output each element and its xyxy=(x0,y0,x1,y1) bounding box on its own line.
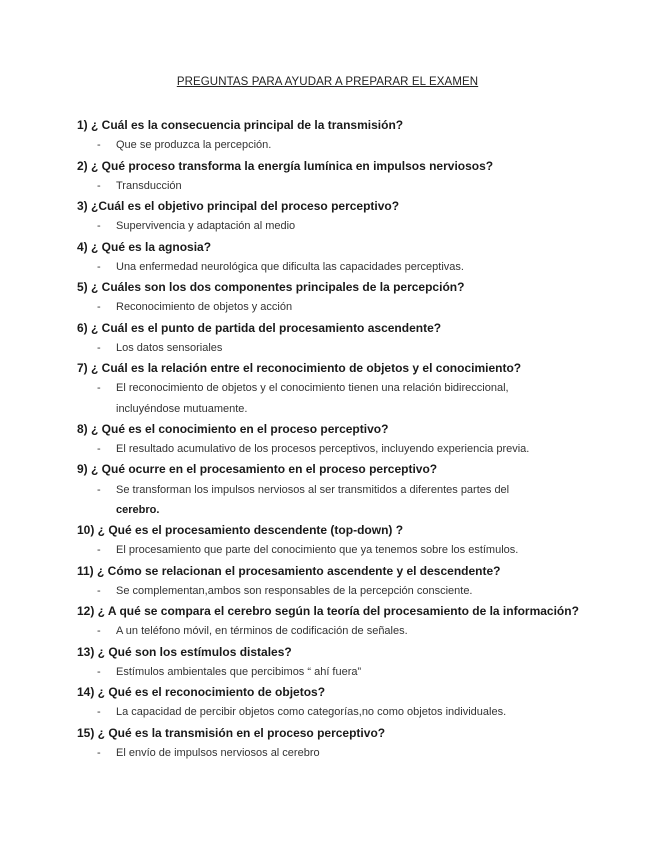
question-8: 8) ¿ Qué es el conocimiento en el proceso perceptivo? xyxy=(77,421,389,436)
answer-text: El procesamiento que parte del conocimiento que ya tenemos sobre los estímulos. xyxy=(116,544,519,557)
bullet-dash: - xyxy=(97,665,101,678)
question-11: 11) ¿ Cómo se relacionan el procesamiento ascendente y el descendente? xyxy=(77,563,501,578)
answer-continuation: incluyéndose mutuamente. xyxy=(116,402,248,415)
answer-14 xyxy=(77,702,597,722)
answer-text: Reconocimiento de objetos y acción xyxy=(116,301,293,314)
bullet-dash: - xyxy=(97,625,101,638)
answer-12 xyxy=(77,621,597,641)
question-6: 6) ¿ Cuál es el punto de partida del procesamiento ascendente? xyxy=(77,320,442,335)
answer-text: Una enfermedad neurológica que dificulta las capacidades perceptivas. xyxy=(116,260,464,273)
answer-13 xyxy=(77,662,597,682)
question-12: 12) ¿ A qué se compara el cerebro según la teoría del procesamiento de la información? xyxy=(77,604,579,618)
answer-3 xyxy=(77,216,597,236)
document-title: PREGUNTAS PARA AYUDAR A PREPARAR EL EXAMEN xyxy=(176,76,479,88)
bullet-dash: - xyxy=(97,584,101,597)
question-3: 3) ¿Cuál es el objetivo principal del proceso perceptivo? xyxy=(77,199,400,213)
answer-continuation: cerebro. xyxy=(116,503,160,516)
answer-text: La capacidad de percibir objetos como categorías,no como objetos individuales. xyxy=(116,706,507,719)
question-5: 5) ¿ Cuáles son los dos componentes principales de la percepción? xyxy=(77,280,465,294)
question-10: 10) ¿ Qué es el procesamiento descendente (top-down) ? xyxy=(77,523,404,537)
question-list xyxy=(77,115,597,763)
question-2: 2) ¿ Qué proceso transforma la energía lumínica en impulsos nerviosos? xyxy=(77,158,494,173)
answer-7 xyxy=(77,378,597,398)
bullet-dash: - xyxy=(97,260,101,273)
answer-11 xyxy=(77,581,597,601)
answer-2 xyxy=(77,176,597,196)
bullet-dash: - xyxy=(97,139,101,152)
answer-4 xyxy=(77,257,597,277)
answer-text: Se transforman los impulsos nerviosos al ser transmitidos a diferentes partes del xyxy=(116,483,510,496)
answer-6 xyxy=(77,338,597,358)
bullet-dash: - xyxy=(97,382,101,395)
answer-1 xyxy=(77,135,597,155)
answer-text: Supervivencia y adaptación al medio xyxy=(116,220,296,233)
answer-text: Que se produzca la percepción. xyxy=(116,139,272,152)
answer-9 xyxy=(77,480,597,500)
bullet-dash: - xyxy=(97,483,101,496)
answer-text: Los datos sensoriales xyxy=(116,341,223,354)
question-4: 4) ¿ Qué es la agnosia? xyxy=(77,239,212,254)
question-9: 9) ¿ Qué ocurre en el procesamiento en el proceso perceptivo? xyxy=(77,462,438,477)
bullet-dash: - xyxy=(97,220,101,233)
question-13: 13) ¿ Qué son los estímulos distales? xyxy=(77,644,292,659)
question-1: 1) ¿ Cuál es la consecuencia principal de la transmisión? xyxy=(77,118,404,132)
answer-text: Estímulos ambientales que percibimos “ ahí fuera” xyxy=(116,665,362,678)
answer-text: Transducción xyxy=(116,179,182,192)
question-15: 15) ¿ Qué es la transmisión en el proceso perceptivo? xyxy=(77,725,386,740)
bullet-dash: - xyxy=(97,443,101,455)
answer-text: El envío de impulsos nerviosos al cerebro xyxy=(116,746,320,759)
answer-text: El reconocimiento de objetos y el conocimiento tienen una relación bidireccional, xyxy=(116,382,509,395)
answer-15 xyxy=(77,743,597,763)
bullet-dash: - xyxy=(97,341,101,354)
answer-text: El resultado acumulativo de los procesos perceptivos, incluyendo experiencia previa. xyxy=(116,443,530,455)
bullet-dash: - xyxy=(97,746,101,759)
bullet-dash: - xyxy=(97,179,101,192)
answer-5 xyxy=(77,297,597,317)
answer-text: Se complementan,ambos son responsables de la percepción consciente. xyxy=(116,584,473,597)
answer-10 xyxy=(77,540,597,560)
answer-8 xyxy=(77,439,597,459)
answer-text: A un teléfono móvil, en términos de codificación de señales. xyxy=(116,625,408,638)
bullet-dash: - xyxy=(97,544,101,557)
bullet-dash: - xyxy=(97,706,101,719)
question-7: 7) ¿ Cuál es la relación entre el reconocimiento de objetos y el conocimiento? xyxy=(77,361,522,375)
bullet-dash: - xyxy=(97,301,101,314)
question-14: 14) ¿ Qué es el reconocimiento de objetos? xyxy=(77,685,326,699)
